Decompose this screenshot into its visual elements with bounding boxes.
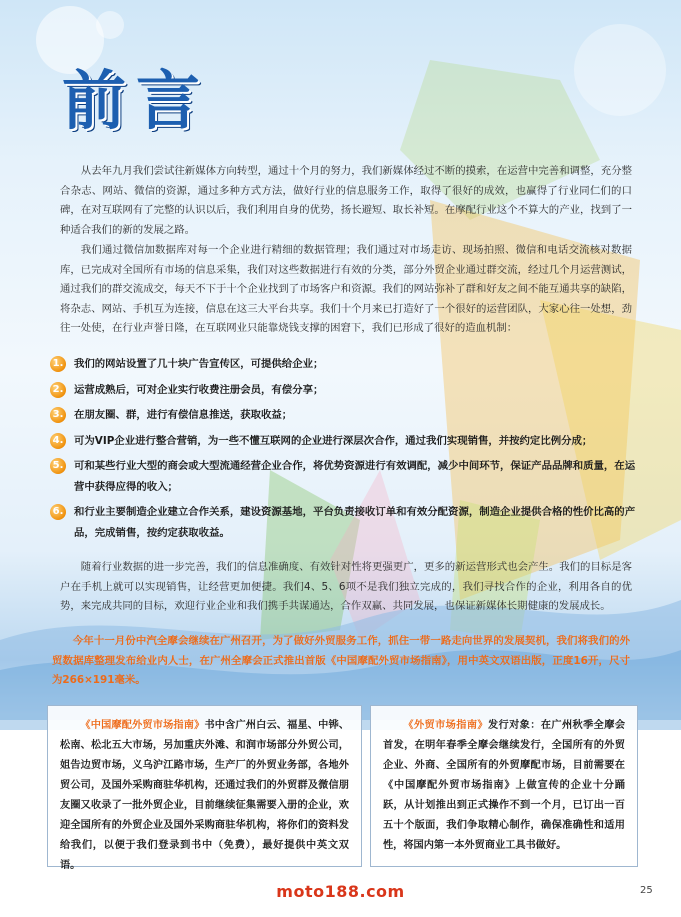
- guide-contents-text: 书中含广州白云、福星、中铧、松南、松北五大市场，另加重庆外滩、和润市场部分外贸公司，姐告边贸市场，义乌沪江路市场，生产厂的外贸业务部，各地外贸公司，及国外采购商驻华机构，还通过我们的外贸群及微信朋友圈又收录了一批外贸企业，目前继续征集需要入册的企业，欢迎全国所有的外贸企业及国外采购商驻华机构，将你们的资料发给我们，以便于我们登录到书中（免费），最好提供中英文双语。: [60, 720, 350, 871]
- revenue-list: [50, 354, 640, 548]
- list-item: 1. 我们的网站设置了几十块广告宣传区，可提供给企业；: [50, 354, 640, 375]
- intro-paragraph-1: 从去年九月我们尝试往新媒体方向转型，通过十个月的努力，我们新媒体经过不断的摸索，在运营中完善和调整，充分整合杂志、网站、微信的资源，通过多种方式方法，做好行业的信息服务工作，取得了很好的成效，也赢得了行业同仁们的口碑，在对互联网有了完整的认识以后，我们利用自身的优势，扬长避短、取长补短。在摩配行业这个不算大的产业，找到了一种适合我们的新的发展之路。: [60, 165, 632, 236]
- list-item: 4. 可为VIP企业进行整合营销，为一些不懂互联网的企业进行深层次合作，通过我们实现销售，并按约定比例分成；: [50, 431, 640, 452]
- outlook-paragraph: 随着行业数据的进一步完善，我们的信息准确度、有效针对性将更强更广，更多的新运营形式也会产生。我们的目标是客户在手机上就可以实现销售，让经营更加便捷。我们4、5、6项不是我们独立完成的，我们寻找合作的企业，利用各自的优势，来完成共同的目标，欢迎行业企业和我们携手共谋通达，合作双赢、共同发展，也保证新媒体长期健康的发展成长。: [60, 561, 632, 612]
- page-title: 前言: [62, 65, 210, 139]
- distribution-box: [370, 705, 638, 867]
- guide-contents-box: [47, 705, 362, 871]
- number-badge-icon: 4.: [50, 433, 66, 449]
- distribution-guide-title: 《外贸市场指南》: [403, 720, 488, 731]
- guide-title: 《中国摩配外贸市场指南》: [80, 720, 205, 731]
- number-badge-icon: 5.: [50, 458, 66, 474]
- number-badge-icon: 1.: [50, 356, 66, 372]
- distribution-text: 发行对象：在广州秋季全摩会首发，在明年春季全摩会继续发行，全国所有的外贸企业、外商、全国所有的外贸摩配市场，目前需要在《中国摩配外贸市场指南》上做宣传的企业十分踊跃，从计划推出到正式操作不到一个月，已订出一百五十个版面，我们争取精心制作，确保准确性和适用性，将国内第一本外贸商业工具书做好。: [383, 720, 626, 851]
- website-url[interactable]: moto188.com: [276, 882, 405, 901]
- number-badge-icon: 3.: [50, 407, 66, 423]
- highlight-announcement: 今年十一月份中汽全摩会继续在广州召开，为了做好外贸服务工作，抓住一带一路走向世界的发展契机，我们将我们的外贸数据库整理发布给业内人士，在广州全摩会正式推出首版《中国摩配外贸市场指南》，用中英文双语出版，正度16开，尺寸为266×191毫米。: [52, 635, 630, 686]
- number-badge-icon: 2.: [50, 382, 66, 398]
- list-item: 2. 运营成熟后，可对企业实行收费注册会员，有偿分享；: [50, 380, 640, 401]
- number-badge-icon: 6.: [50, 504, 66, 520]
- list-item: 5. 可和某些行业大型的商会或大型流通经营企业合作，将优势资源进行有效调配，减少中间环节，保证产品品牌和质量，在运营中获得应得的收入；: [50, 456, 640, 497]
- page-number: 25: [640, 885, 653, 896]
- list-item: 6. 和行业主要制造企业建立合作关系，建设资源基地，平台负责接收订单和有效分配资源，制造企业提供合格的性价比高的产品，完成销售，按约定获取收益。: [50, 502, 640, 543]
- intro-paragraph-2: 我们通过微信加数据库对每一个企业进行精细的数据管理；我们通过对市场走访、现场拍照、微信和电话交流核对数据库，已完成对全国所有市场的信息采集，我们对这些数据进行有效的分类，部分外贸企业通过群交流，经过几个月运营测试，通过我们的群交流成交，每天不下于十个企业找到了市场客户和资源。我们的网站弥补了群和好友之间不能互通共享的缺陷，将杂志、网站、手机互为连接，信息在这三大平台共享。我们十个月来已打造好了一个很好的运营团队，大家心往一处想，劲往一处使，在行业声誉日隆，在互联网业只能靠烧钱支撑的困窘下，我们已形成了很好的造血机制：: [60, 244, 632, 334]
- list-item: 3. 在朋友圈、群，进行有偿信息推送，获取收益；: [50, 405, 640, 426]
